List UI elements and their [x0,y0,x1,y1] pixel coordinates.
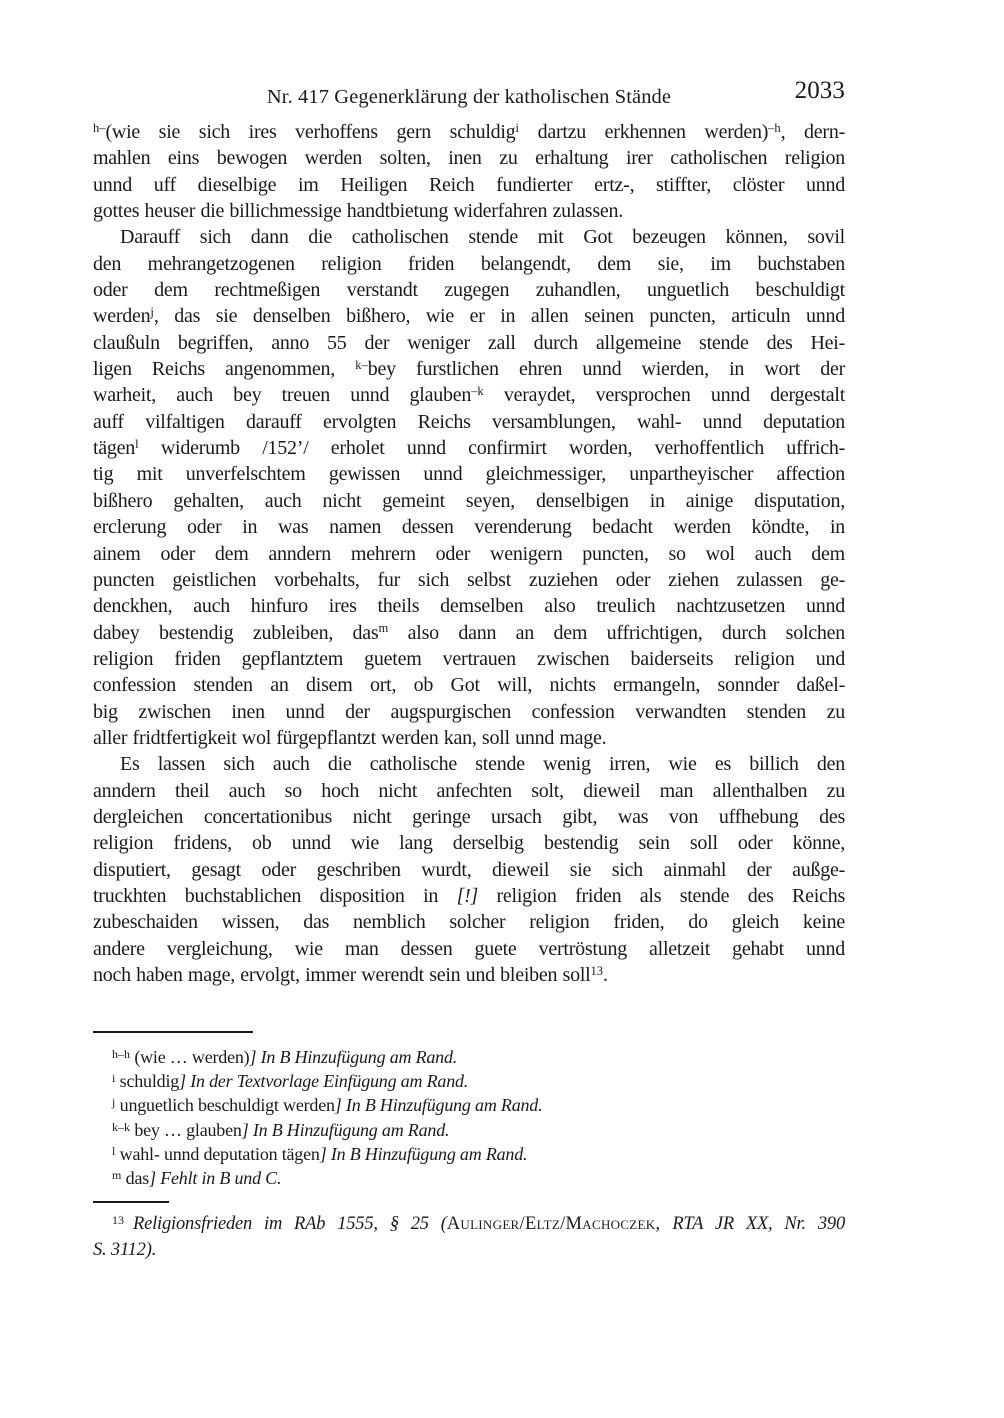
apparatus-separator: ] [241,1119,249,1140]
superscript-note-mark: j [150,304,154,319]
text-line: big zwischen inen unnd der augspurgischen confession verwandten stenden zu [93,700,845,723]
text-line: Darauff sich dann die catholischen stende mit Got bezeugen können, sovil [120,226,845,249]
apparatus-lemma: wahl- unnd deputation tägen [119,1143,320,1164]
apparatus-entry [93,1093,845,1117]
apparatus-label: h–h [112,1047,130,1061]
superscript-note-mark: k– [355,357,368,372]
superscript-note-mark: –h [768,120,781,135]
italic-text: Religionsfrieden im RAb 1555, § 25 ( [133,1214,447,1234]
text-line: noch haben mage, ervolgt, immer werendt sein und bleiben soll$^{13}$. [93,963,608,986]
apparatus-label: j [112,1095,116,1110]
apparatus-note: In B Hinzufügung am Rand. [252,1119,450,1140]
superscript-note-mark: 13 [590,963,603,978]
header-title: Nr. 417 Gegenerklärung der katholischen Stände [266,86,672,108]
apparatus-separator: ] [149,1168,156,1189]
text-line: anndern theil auch so hoch nicht anfechten solt, dieweil man allenthalben zu [93,779,845,802]
text-line: auff vilfaltigen darauff ervolgten Reichs versamblungen, wahl- unnd deputation [93,410,845,433]
text-line: puncten geistlichen vorbehalts, fur sich selbst zuziehen oder ziehen zulassen ge- [93,568,845,591]
text-line: den mehrangetzogenen religion friden belangendt, dem sie, im buchstaben [93,252,845,275]
text-line: aller fridtfertigkeit wol fürgepflantzt werden kan, soll unnd mage. [93,726,607,749]
text-line: warheit, auch bey treuen unnd glauben$^{-k}$ veraydet, versprochen unnd dergestalt [93,383,845,407]
apparatus-note: Fehlt in B und C. [160,1168,282,1189]
superscript-note-mark: h– [93,120,106,135]
apparatus-entry [93,1142,845,1166]
text-line: religion friden gepflantztem guetem vertrauen zwischen baiderseits religion und [93,647,845,670]
text-line: ligen Reichs angenommen, $^{k-}$bey furstlichen ehren unnd wierden, in wort der [93,357,845,381]
text-line: claußuln begriffen, anno 55 der weniger zall durch allgemeine stende des Hei- [93,331,845,354]
text-line: denckhen, auch hinfuro ires theils demselben also treulich nachtzusetzen unnd [93,595,845,618]
text-line: ainem oder dem anndern mehrern oder wenigern puncten, so wol auch dem [93,542,845,565]
apparatus-note: In B Hinzufügung am Rand. [260,1047,458,1067]
text-line: andere vergleichung, wie man dessen guete vertröstung alletzeit gehabt unnd [93,937,845,960]
italic-text: RTA JR XX, Nr. 390 [660,1214,845,1234]
text-line: unnd uff dieselbige im Heiligen Reich fundierter ertz-, stiffter, clöster unnd [93,173,845,196]
page-number: 2033 [794,77,845,104]
text-line: oder dem rechtmeßigen verstandt zugegen zuhandlen, unguetlich beschuldigt [93,279,845,302]
apparatus-note: In B Hinzufügung am Rand. [345,1095,543,1116]
text-line: religion fridens, ob unnd wie lang derselbig bestendig sein soll oder könne, [93,832,845,855]
apparatus-entry [93,1118,845,1142]
critical-apparatus [93,1045,845,1190]
running-header [93,77,845,110]
text-line: tägen$^l$ widerumb /152’/ erholet unnd confirmirt worden, verhoffentlich uffrich- [93,436,845,460]
text-line: erclerung oder in was namen dessen verenderung bedacht werden köndte, in [93,516,845,539]
footnote-line: S. 3112). [93,1240,157,1260]
apparatus-label: i [112,1071,116,1086]
apparatus-divider-rule [93,1031,253,1033]
apparatus-lemma: schuldig [119,1071,180,1092]
italic-text: [!] [456,884,479,907]
apparatus-separator: ] [319,1143,327,1164]
text-line: bißhero gehalten, auch nicht gemeint seyen, denselbigen in ainige disputation, [93,489,845,512]
apparatus-lemma: das [125,1168,150,1189]
text-line: gottes heuser die billichmessige handtbietung widerfahren zulassen. [93,200,623,223]
text-line: Es lassen sich auch die catholische stende wenig irren, wie es billich den [120,753,845,776]
apparatus-entry [93,1045,845,1069]
footnote-number: 13 [112,1213,124,1227]
text-line: $^{h-}$(wie sie sich ires verhoffens gern schuldig$^i$ dartzu erkhennen werden)$^{-h}$, dern- [93,120,845,143]
superscript-note-mark: l [135,436,139,451]
text-line: dergleichen concertationibus nicht geringe ursach gibt, was von uffhebung des [93,805,845,828]
apparatus-lemma: bey … glauben [134,1119,242,1140]
text-line: zubeschaiden wissen, das nemblich solcher religion friden, do gleich keine [93,911,845,934]
text-line: truckhten buchstablichen disposition in [!] religion friden als stende des Reichs [93,884,845,907]
apparatus-note: In B Hinzufügung am Rand. [330,1143,528,1164]
text-line: dabey bestendig zubleiben, das$^m$ also dann an dem uffrichtigen, durch solchen [93,621,846,644]
apparatus-note: In der Textvorlage Einfügung am Rand. [190,1071,469,1092]
footnote [93,1211,845,1263]
apparatus-lemma: (wie … werden) [134,1047,250,1067]
text-line: mahlen eins bewogen werden solten, inen zu erhaltung irer catholischen religion [93,147,845,170]
body-text [93,119,845,988]
superscript-note-mark: i [515,120,519,135]
apparatus-separator: ] [179,1071,186,1092]
footnote-divider-rule [93,1201,169,1203]
text-line: disputiert, gesagt oder geschriben wurdt, dieweil sie sich ainmahl der außge- [93,858,845,881]
apparatus-separator: ] [249,1047,257,1067]
apparatus-lemma: unguetlich beschuldigt werden [119,1095,335,1116]
apparatus-label: k–k [112,1119,130,1134]
apparatus-entry [93,1166,845,1190]
text-line: confession stenden an disem ort, ob Got will, nichts ermangeln, sonnder daßel- [93,674,845,697]
footnote-line [93,1211,845,1237]
apparatus-separator: ] [334,1095,342,1116]
apparatus-label: l [112,1143,116,1158]
superscript-note-mark: –k [471,383,484,398]
text-line: tig mit unverfelschtem gewissen unnd gleichmessiger, unpartheyischer affection [93,463,845,486]
apparatus-label: m [112,1168,122,1183]
apparatus-entry [93,1069,845,1093]
superscript-note-mark: m [378,621,389,636]
text-line: werden$^j$, das sie denselben bißhero, wie er in allen seinen puncten, articuln unnd [93,304,845,328]
smallcaps-text: Aulinger/Eltz/Machoczek, [446,1214,661,1234]
